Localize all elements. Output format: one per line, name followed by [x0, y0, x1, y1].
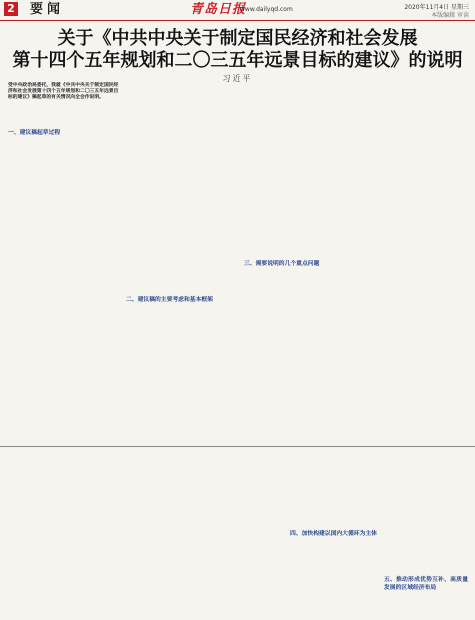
- text-column: [196, 450, 284, 616]
- band-divider: [0, 446, 475, 447]
- dateline: 2020年11月4日 星期三: [404, 4, 469, 11]
- byline: 习近平: [222, 74, 253, 83]
- subhead: 三、需要说明的几个重点问题: [244, 261, 320, 267]
- editor-line: 本版编辑 审读: [431, 12, 469, 19]
- headline-line-1: 关于《中共中央关于制定国民经济和社会发展: [57, 28, 418, 49]
- lead-paragraph: 受中央政治局委托，我就《中共中央关于制定国民经济和社会发展第十四个五年规划和二〇三五年远景目标的建议》稿起草的有关情况向全会作说明。: [8, 82, 119, 101]
- text-column: [8, 450, 96, 616]
- text-column: [126, 82, 238, 444]
- website-url: www.dailyqd.com: [240, 6, 293, 13]
- masthead: [0, 0, 475, 21]
- text-column: [362, 82, 468, 444]
- headline-line-2: 第十四个五年规划和二〇三五年远景目标的建议》的说明: [12, 50, 463, 71]
- subhead: 二、建议稿的主要考虑和基本框架: [126, 297, 213, 303]
- text-column: [290, 450, 378, 616]
- subhead: 四、加快构建以国内大循环为主体: [290, 531, 377, 537]
- text-column: [244, 82, 356, 444]
- text-column: [102, 450, 190, 616]
- text-column: [8, 126, 120, 444]
- page-number-badge: 2: [4, 2, 18, 16]
- section-title: 要闻: [30, 2, 65, 17]
- newspaper-logo: 青岛日报: [190, 2, 247, 17]
- subhead: 一、建议稿起草过程: [8, 130, 61, 136]
- subhead: 五、推动形成优势互补、高质量发展的区域经济布局: [384, 577, 468, 591]
- text-column: [384, 450, 468, 616]
